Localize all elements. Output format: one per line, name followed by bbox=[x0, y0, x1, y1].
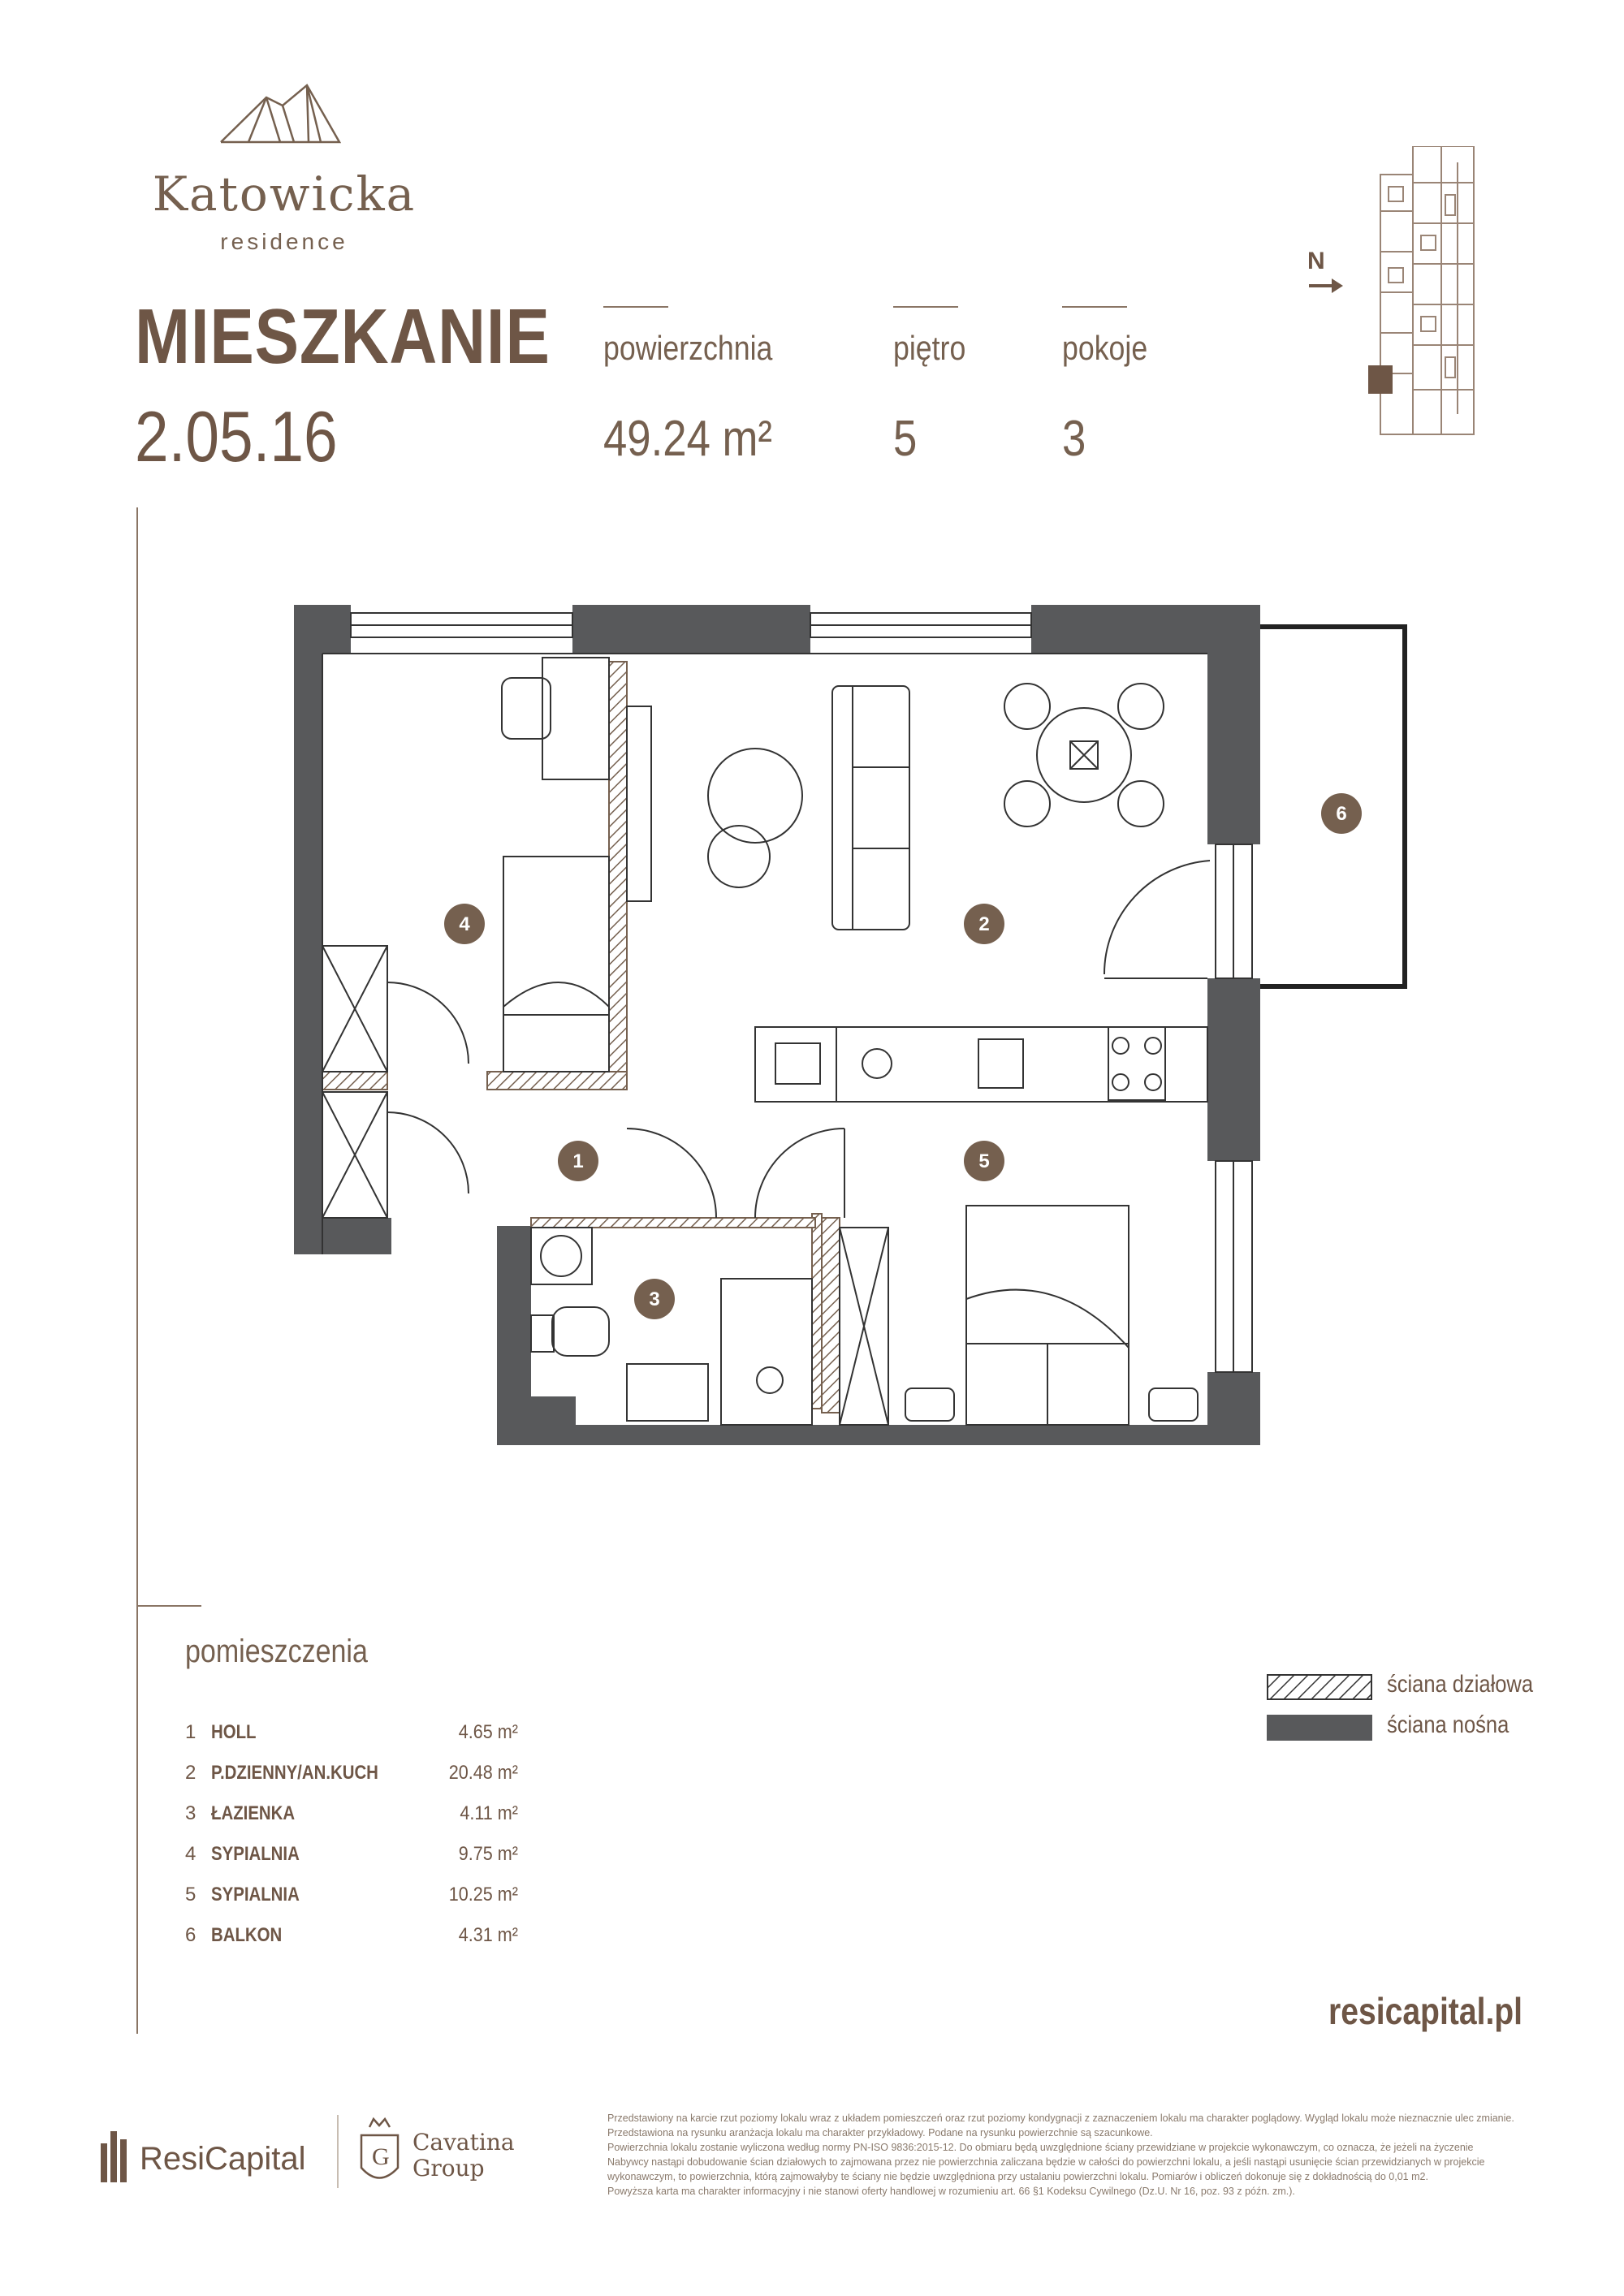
brand-subtitle: residence bbox=[220, 229, 348, 254]
vertical-rule bbox=[136, 507, 138, 2034]
disclaimer-line: Powyższa karta ma charakter informacyjny i nie stanowi oferty handlowej w rozumieniu art. 66 §1 Kodeksu Cywilnego (Dz.U. Nr 16, poz. 93 z późn. zm.). bbox=[607, 2186, 1295, 2197]
room-area: 9.75 m² bbox=[458, 1843, 518, 1865]
stat-value-floor: 5 bbox=[893, 411, 918, 467]
room-name: HOLL bbox=[211, 1721, 257, 1743]
stat-divider bbox=[893, 306, 958, 308]
room-label-6: 6 bbox=[1336, 803, 1347, 825]
stat-label-rooms: pokoje bbox=[1062, 329, 1148, 367]
north-label: N bbox=[1307, 248, 1325, 274]
website-link[interactable]: resicapital.pl bbox=[1328, 1990, 1523, 2032]
room-label-2: 2 bbox=[978, 913, 990, 935]
legend-swatch-load-bearing bbox=[1267, 1715, 1372, 1741]
cavatina-logo bbox=[357, 2111, 536, 2192]
room-name: SYPIALNIA bbox=[211, 1884, 300, 1905]
rooms-title: pomieszczenia bbox=[185, 1634, 368, 1669]
cavatina-line2: Group bbox=[412, 2155, 485, 2182]
room-name: SYPIALNIA bbox=[211, 1843, 300, 1865]
disclaimer-line: Przedstawiony na karcie rzut poziomy lokalu wraz z układem pomieszczeń oraz rzut poziomy kondygnacji z zaznaczeniem lokalu ma charakter poglądowy. Wygląd lokalu może nieznacznie ulec zmianie. bbox=[607, 2113, 1514, 2124]
rule-tick bbox=[136, 1605, 201, 1607]
building-key-plan-icon bbox=[1364, 146, 1478, 438]
katowicka-logo-icon bbox=[219, 81, 341, 146]
disclaimer bbox=[607, 2111, 1535, 2199]
floor-plan bbox=[276, 585, 1437, 1461]
room-number: 3 bbox=[185, 1802, 197, 1824]
room-area: 4.31 m² bbox=[458, 1924, 518, 1946]
page-title: MIESZKANIE bbox=[135, 293, 551, 380]
brand-name: Katowicka bbox=[152, 166, 417, 222]
room-area: 20.48 m² bbox=[448, 1762, 518, 1784]
north-arrow-icon bbox=[1307, 276, 1344, 296]
room-number: 5 bbox=[185, 1884, 197, 1905]
legend-swatch-partition bbox=[1267, 1674, 1372, 1700]
resicapital-logo-text: ResiCapital bbox=[140, 2141, 306, 2177]
svg-text:G: G bbox=[372, 2143, 390, 2170]
stat-divider bbox=[1062, 306, 1127, 308]
room-number: 1 bbox=[185, 1721, 197, 1743]
disclaimer-line: Nabywcy nastąpi dobudowanie ścian działowych to zajmowana przez nie powierzchnia zaliczana będzie w całości do powierzchni lokalu, a jeśli nastąpi usunięcie ścian przewidzianych w projekcie bbox=[607, 2156, 1485, 2168]
disclaimer-line: wykonawczym, to powierzchnia, którą zajmowałyby te ściany nie będzie uwzględniona przy ustalaniu powierzchni lokalu. Pomiarów i obliczeń dokonuje się z dokładnością do 0,01 m2. bbox=[607, 2171, 1428, 2182]
room-number: 2 bbox=[185, 1762, 197, 1784]
flat-number: 2.05.16 bbox=[135, 396, 338, 477]
cavatina-line1: Cavatina bbox=[412, 2129, 515, 2156]
room-area: 4.11 m² bbox=[460, 1802, 518, 1824]
stat-divider bbox=[603, 306, 668, 308]
footer-divider bbox=[337, 2115, 339, 2188]
room-number: 4 bbox=[185, 1843, 197, 1865]
room-label-5: 5 bbox=[978, 1150, 990, 1172]
room-number: 6 bbox=[185, 1924, 197, 1946]
room-label-3: 3 bbox=[649, 1288, 660, 1310]
stat-label-area: powierzchnia bbox=[603, 329, 773, 367]
disclaimer-line: Powierzchnia lokalu zostanie wyliczona według normy PN-ISO 9836:2015-12. Do obmiaru będą uwzględnione ściany przewidziane w projekcie wykonawczym, co oznacza, że jeżeli na życzenie bbox=[607, 2142, 1474, 2153]
room-label-1: 1 bbox=[572, 1150, 584, 1172]
stat-value-area: 49.24 m² bbox=[603, 411, 772, 467]
stat-value-rooms: 3 bbox=[1062, 411, 1086, 467]
disclaimer-line: Przedstawiona na rysunku aranżacja lokalu ma charakter przykładowy. Podane na rysunku powierzchnie są szacunkowe. bbox=[607, 2127, 1153, 2138]
resicapital-logo bbox=[99, 2119, 318, 2184]
room-name: ŁAZIENKA bbox=[211, 1802, 296, 1824]
legend-label-load-bearing: ściana nośna bbox=[1387, 1711, 1510, 1738]
room-area: 10.25 m² bbox=[448, 1884, 518, 1905]
legend-label-partition: ściana działowa bbox=[1387, 1671, 1534, 1698]
room-label-4: 4 bbox=[459, 913, 470, 935]
stat-label-floor: piętro bbox=[893, 329, 966, 367]
room-area: 4.65 m² bbox=[458, 1721, 518, 1743]
room-name: BALKON bbox=[211, 1924, 283, 1946]
room-name: P.DZIENNY/AN.KUCH bbox=[211, 1762, 378, 1784]
